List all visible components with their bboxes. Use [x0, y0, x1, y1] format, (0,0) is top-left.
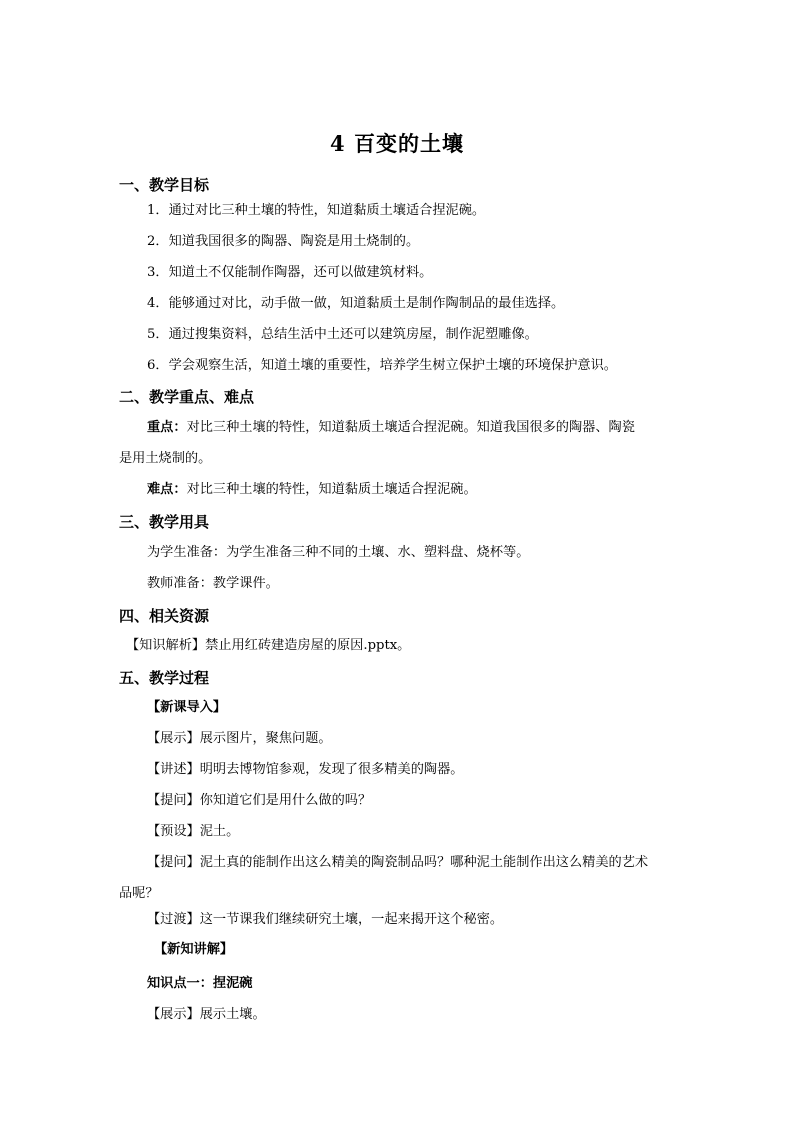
new-knowledge-heading: 【新知讲解】 [154, 942, 234, 957]
goal-item: 2．知道我国很多的陶器、陶瓷是用土烧制的。 [147, 234, 420, 249]
key-point-label: 重点： [147, 420, 187, 435]
section-heading-goals: 一、教学目标 [119, 176, 210, 194]
difficult-point-label: 难点： [147, 482, 187, 497]
section-heading-tools: 三、教学用具 [119, 513, 210, 531]
tools-teacher: 教师准备：教学课件。 [147, 576, 279, 591]
page-title: 4 百变的土壤 [330, 131, 464, 156]
resource-item: 【知识解析】禁止用红砖建造房屋的原因.pptx。 [126, 638, 411, 653]
intro-item: 【提问】你知道它们是用什么做的吗？ [147, 793, 372, 808]
key-point-line [147, 418, 635, 438]
point1-item: 【展示】展示土壤。 [147, 1007, 266, 1022]
section-heading-resources: 四、相关资源 [119, 607, 210, 625]
point1-heading: 知识点一：捏泥碗 [147, 976, 253, 991]
section-heading-process: 五、教学过程 [119, 669, 210, 687]
intro-item: 【讲述】明明去博物馆参观，发现了很多精美的陶器。 [147, 762, 464, 777]
goal-item: 5．通过搜集资料，总结生活中土还可以建筑房屋，制作泥塑雕像。 [147, 327, 538, 342]
section-heading-key-points: 二、教学重点、难点 [119, 388, 255, 406]
goal-item: 4．能够通过对比，动手做一做，知道黏质土是制作陶制品的最佳选择。 [147, 296, 565, 311]
key-point-text: 对比三种土壤的特性，知道黏质土壤适合捏泥碗。知道我国很多的陶器、陶瓷 [186, 420, 635, 435]
goal-item: 6．学会观察生活，知道土壤的重要性，培养学生树立保护土壤的环境保护意识。 [147, 358, 617, 373]
intro-item: 【展示】展示图片，聚焦问题。 [147, 731, 332, 746]
intro-item: 【预设】泥土。 [147, 824, 240, 839]
question-line-2: 品呢？ [119, 886, 159, 901]
difficult-point-line [147, 480, 477, 500]
goal-item: 3．知道土不仅能制作陶器，还可以做建筑材料。 [147, 265, 433, 280]
difficult-point-text: 对比三种土壤的特性，知道黏质土壤适合捏泥碗。 [186, 482, 477, 497]
intro-heading: 【新课导入】 [147, 700, 227, 715]
transition-line: 【过渡】这一节课我们继续研究土壤，一起来揭开这个秘密。 [147, 912, 504, 927]
key-point-line-2: 是用土烧制的。 [119, 451, 212, 466]
goal-item: 1．通过对比三种土壤的特性，知道黏质土壤适合捏泥碗。 [147, 203, 486, 218]
tools-student: 为学生准备：为学生准备三种不同的土壤、水、塑料盘、烧杯等。 [147, 545, 530, 560]
question-line-1: 【提问】泥土真的能制作出这么精美的陶瓷制品吗？哪种泥土能制作出这么精美的艺术 [147, 855, 649, 870]
